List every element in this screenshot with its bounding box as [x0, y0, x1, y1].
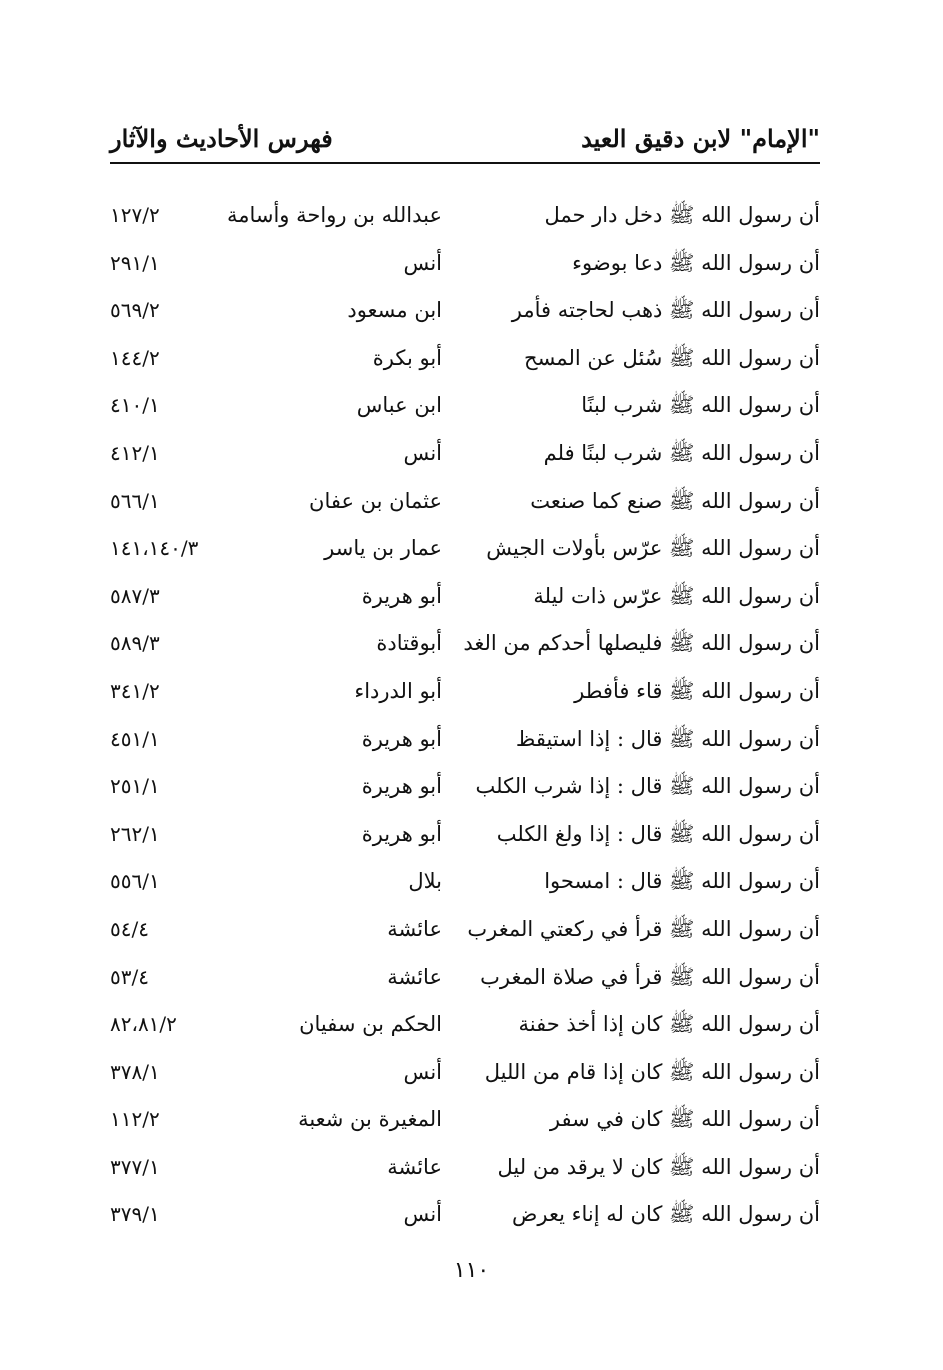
narrator: أبو هريرة [361, 774, 442, 799]
hadith-text: أن رسول الله ﷺ دعا بوضوء [572, 250, 820, 275]
narrator: أبو الدرداء [354, 678, 442, 703]
narrator: عبدالله بن رواحة وأسامة [226, 203, 442, 227]
volume-page-ref: ٥٦٩/٢ [110, 298, 160, 323]
narrator: أنس [403, 1202, 442, 1227]
hadith-text: أن رسول الله ﷺ كان لا يرقد من ليل [497, 1154, 820, 1179]
volume-page-ref: ٣٧٨/١ [110, 1059, 160, 1084]
hadith-text: أن رسول الله ﷺ قال : إذا استيقظ [515, 726, 820, 751]
volume-page-ref: ٢٥١/١ [110, 774, 160, 799]
volume-page-ref: ٣٤١/٢ [110, 678, 160, 703]
hadith-text: أن رسول الله ﷺ ذهب لحاجته فأمر [511, 298, 820, 323]
hadith-text: أن رسول الله ﷺ فليصلها أحدكم من الغد [463, 631, 820, 656]
hadith-text: أن رسول الله ﷺ قال : إذا شرب الكلب [475, 774, 820, 799]
index-row [110, 573, 820, 621]
narrator: أبو هريرة [361, 583, 442, 608]
hadith-text: أن رسول الله ﷺ سُئل عن المسح [524, 345, 820, 370]
volume-page-ref: ١٤١،١٤٠/٣ [110, 536, 199, 561]
hadith-text: أن رسول الله ﷺ شرب لبنًا فلم [543, 440, 820, 465]
page-number: ١١٠ [453, 1258, 490, 1283]
volume-page-ref: ٥٨٩/٣ [110, 631, 160, 656]
hadith-index-list [110, 192, 820, 1239]
hadith-text: أن رسول الله ﷺ صنع كما صنعت [530, 488, 820, 513]
volume-page-ref: ١٢٧/٢ [110, 203, 160, 227]
volume-page-ref: ٣٧٧/١ [110, 1154, 160, 1179]
volume-page-ref: ٣٧٩/١ [110, 1202, 160, 1227]
index-row [110, 382, 820, 430]
volume-page-ref: ١١٢/٢ [110, 1107, 160, 1132]
index-row [110, 478, 820, 526]
volume-page-ref: ٢٦٢/١ [110, 821, 160, 846]
narrator: عمار بن ياسر [324, 536, 442, 561]
narrator: المغيرة بن شعبة [298, 1107, 442, 1132]
volume-page-ref: ٤٥١/١ [110, 726, 160, 751]
index-row [110, 1144, 820, 1192]
volume-page-ref: ٢٩١/١ [110, 250, 160, 275]
hadith-text: أن رسول الله ﷺ عرّس ذات ليلة [533, 583, 820, 608]
volume-page-ref: ٥٨٧/٣ [110, 583, 160, 608]
volume-page-ref: ٤١٠/١ [110, 393, 160, 418]
hadith-text: أن رسول الله ﷺ شرب لبنًا [581, 393, 820, 418]
section-title: فهرس الأحاديث والآثار [110, 124, 333, 153]
volume-page-ref: ٥٤/٤ [110, 916, 149, 941]
index-row [110, 716, 820, 764]
hadith-text: أن رسول الله ﷺ قال : امسحوا [544, 869, 820, 894]
hadith-text: أن رسول الله ﷺ دخل دار حمل [544, 203, 820, 227]
hadith-text: أن رسول الله ﷺ كان إذا أخذ حفنة [518, 1012, 820, 1037]
narrator: ابن مسعود [347, 298, 442, 323]
index-row [110, 906, 820, 954]
narrator: عائشة [387, 964, 442, 989]
hadith-text: أن رسول الله ﷺ كان إذا قام من الليل [484, 1059, 820, 1084]
index-row [110, 1096, 820, 1144]
volume-page-ref: ٥٥٦/١ [110, 869, 160, 894]
narrator: الحكم بن سفيان [299, 1012, 442, 1037]
index-row [110, 335, 820, 383]
narrator: أبوقتادة [376, 631, 442, 656]
narrator: بلال [408, 869, 442, 894]
hadith-text: أن رسول الله ﷺ قال : إذا ولغ الكلب [496, 821, 820, 846]
index-row [110, 1191, 820, 1239]
narrator: عائشة [387, 916, 442, 941]
narrator: عائشة [387, 1154, 442, 1179]
index-row [110, 525, 820, 573]
index-row [110, 620, 820, 668]
index-row [110, 811, 820, 859]
hadith-text: أن رسول الله ﷺ قرأ في ركعتي المغرب [467, 916, 820, 941]
index-row [110, 954, 820, 1002]
index-row [110, 430, 820, 478]
volume-page-ref: ٤١٢/١ [110, 440, 160, 465]
narrator: أبو هريرة [361, 821, 442, 846]
hadith-text: أن رسول الله ﷺ قرأ في صلاة المغرب [480, 964, 820, 989]
hadith-text: أن رسول الله ﷺ كان له إناء يعرض [511, 1202, 820, 1227]
hadith-text: أن رسول الله ﷺ كان في سفر [549, 1107, 820, 1132]
narrator: أنس [403, 1059, 442, 1084]
narrator: ابن عباس [356, 393, 442, 418]
book-title: "الإمام" لابن دقيق العيد [581, 124, 820, 153]
hadith-text: أن رسول الله ﷺ قاء فأفطر [574, 678, 820, 703]
volume-page-ref: ٨٢،٨١/٢ [110, 1012, 177, 1037]
hadith-text: أن رسول الله ﷺ عرّس بأولات الجيش [486, 536, 820, 561]
volume-page-ref: ٥٣/٤ [110, 964, 149, 989]
narrator: أنس [403, 250, 442, 275]
volume-page-ref: ٥٦٦/١ [110, 488, 160, 513]
index-row [110, 668, 820, 716]
narrator: أبو هريرة [361, 726, 442, 751]
index-row [110, 858, 820, 906]
narrator: عثمان بن عفان [309, 488, 442, 513]
index-row [110, 287, 820, 335]
index-row [110, 763, 820, 811]
running-header [110, 118, 820, 164]
index-row [110, 240, 820, 288]
index-row [110, 1049, 820, 1097]
index-row [110, 1001, 820, 1049]
narrator: أنس [403, 440, 442, 465]
volume-page-ref: ١٤٤/٢ [110, 345, 160, 370]
narrator: أبو بكرة [372, 345, 442, 370]
index-row [110, 192, 820, 240]
